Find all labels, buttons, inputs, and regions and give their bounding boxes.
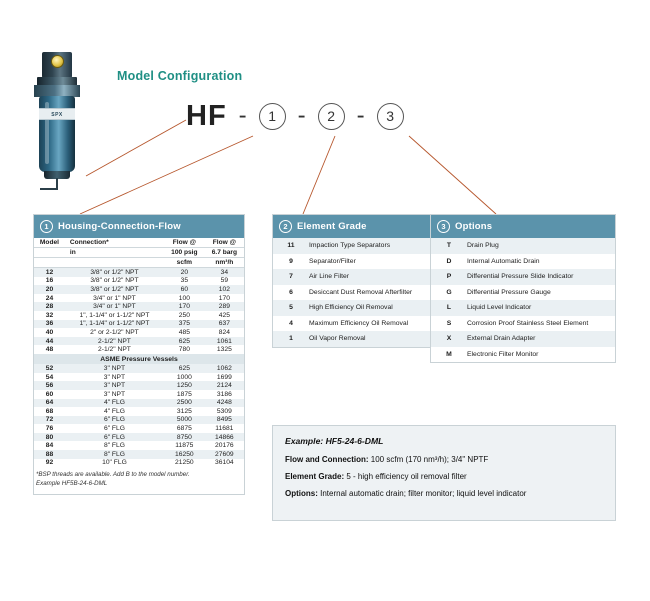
list-item-code: G xyxy=(446,288,452,296)
cell-model: 68 xyxy=(45,407,54,415)
example-title: Example: HF5-24-6-DML xyxy=(285,436,384,446)
panel-housing-header xyxy=(34,215,244,238)
cell-model: 80 xyxy=(45,433,54,441)
list-item xyxy=(273,300,430,316)
list-item-code: 1 xyxy=(289,335,293,343)
cell-connection: 3/4" or 1" NPT xyxy=(93,303,136,311)
panel-options-header xyxy=(431,215,615,238)
formula-dash-2: - xyxy=(297,102,306,129)
cell-flow-psig: 5000 xyxy=(176,416,192,424)
list-item xyxy=(273,285,430,301)
cell-model: 72 xyxy=(45,416,54,424)
cell-flow-barg: 3186 xyxy=(216,390,232,398)
table-row xyxy=(34,459,244,468)
cell-flow-barg: 1062 xyxy=(216,364,232,372)
cell-flow-psig: 16250 xyxy=(175,450,194,458)
model-formula xyxy=(186,96,404,136)
cell-model: 16 xyxy=(45,277,54,285)
list-item-code: 7 xyxy=(289,273,293,281)
cell-flow-psig: 250 xyxy=(178,311,190,319)
cell-connection: 2" or 2-1/2" NPT xyxy=(90,328,139,336)
cell-model: 52 xyxy=(45,364,54,372)
section-label: ASME Pressure Vessels xyxy=(34,354,244,364)
panel-element-number: 2 xyxy=(279,220,292,233)
housing-brand-label: SPX xyxy=(39,108,75,120)
cell-flow-psig: 1250 xyxy=(176,382,192,390)
cell-flow-psig: 1000 xyxy=(176,373,192,381)
table-row xyxy=(34,433,244,442)
list-item xyxy=(273,238,430,254)
table-row xyxy=(34,407,244,416)
cell-connection: 3" NPT xyxy=(103,364,126,372)
cell-connection: 3/8" or 1/2" NPT xyxy=(90,277,139,285)
list-item-label: Drain Plug xyxy=(467,242,499,250)
list-item-code: P xyxy=(446,273,452,281)
cell-flow-barg: 20176 xyxy=(215,442,234,450)
cell-connection: 3" NPT xyxy=(103,390,126,398)
table-header-row xyxy=(34,238,244,248)
formula-token-2: 2 xyxy=(318,103,345,130)
cell-connection: 10" FLG xyxy=(102,459,127,467)
cell-flow-barg: 637 xyxy=(218,320,230,328)
col-flow-psig-unit2: scfm xyxy=(164,258,205,268)
cell-flow-psig: 21250 xyxy=(175,459,194,467)
cell-flow-psig: 625 xyxy=(178,337,190,345)
cell-flow-barg: 11681 xyxy=(215,425,234,433)
cell-flow-psig: 485 xyxy=(178,328,190,336)
cell-model: 88 xyxy=(45,450,54,458)
example-line-value: Internal automatic drain; filter monitor; liquid level indicator xyxy=(317,488,527,498)
table-row xyxy=(34,345,244,354)
table-row xyxy=(34,320,244,329)
list-item-label: Internal Automatic Drain xyxy=(467,257,540,265)
table-row xyxy=(34,424,244,433)
list-item-code: D xyxy=(446,257,452,265)
panel-element-title: Element Grade xyxy=(297,221,367,232)
cell-connection: 3/4" or 1" NPT xyxy=(93,294,136,302)
list-item xyxy=(431,316,615,332)
list-item-code: M xyxy=(446,350,452,358)
table-subheader-row xyxy=(34,248,244,258)
list-item xyxy=(431,300,615,316)
cell-flow-psig: 170 xyxy=(178,303,190,311)
cell-model: 84 xyxy=(45,442,54,450)
cell-flow-barg: 1699 xyxy=(216,373,232,381)
list-item-code: 4 xyxy=(289,319,293,327)
panel-element-grade xyxy=(272,214,431,348)
table-row xyxy=(34,373,244,382)
example-line xyxy=(285,489,603,500)
example-lines xyxy=(285,455,603,499)
example-line xyxy=(285,472,603,483)
cell-flow-barg: 1325 xyxy=(216,346,232,354)
list-item-code: L xyxy=(446,304,452,312)
list-item-label: Desiccant Dust Removal Afterfilter xyxy=(309,288,413,296)
example-line-label: Flow and Connection: xyxy=(285,455,369,464)
cell-flow-barg: 34 xyxy=(220,268,229,276)
drain-tube xyxy=(56,178,58,190)
col-model: Model xyxy=(34,238,65,248)
cell-flow-barg: 170 xyxy=(218,294,230,302)
cell-connection: 8" FLG xyxy=(103,450,125,458)
cell-model: 48 xyxy=(45,346,54,354)
page-title: Model Configuration xyxy=(117,69,243,83)
table-row xyxy=(34,285,244,294)
example-line xyxy=(285,455,603,466)
formula-dash-1: - xyxy=(238,102,247,129)
cell-flow-psig: 625 xyxy=(178,364,190,372)
list-item-code: 5 xyxy=(289,304,293,312)
cell-connection: 6" FLG xyxy=(103,433,125,441)
cell-flow-barg: 425 xyxy=(218,311,230,319)
list-item xyxy=(273,316,430,332)
cell-connection: 3/8" or 1/2" NPT xyxy=(90,268,139,276)
list-item-code: 6 xyxy=(289,288,293,296)
cell-model: 76 xyxy=(45,425,54,433)
list-item-label: Differential Pressure Slide Indicator xyxy=(467,273,574,281)
cell-flow-psig: 375 xyxy=(178,320,190,328)
table-row xyxy=(34,302,244,311)
col-model-unit2 xyxy=(34,258,65,268)
col-flow-psig-unit: 100 psig xyxy=(164,248,205,258)
product-image xyxy=(30,52,86,187)
panel-housing-title: Housing-Connection-Flow xyxy=(58,221,181,232)
table-row xyxy=(34,277,244,286)
cell-connection: 8" FLG xyxy=(103,442,125,450)
list-item-code: T xyxy=(446,242,452,250)
list-item-code: 11 xyxy=(287,242,295,250)
table-row xyxy=(34,441,244,450)
cell-flow-psig: 11875 xyxy=(175,442,194,450)
cell-flow-barg: 36104 xyxy=(215,459,234,467)
cell-model: 32 xyxy=(45,311,54,319)
cell-flow-barg: 102 xyxy=(218,285,230,293)
cell-connection: 2-1/2" NPT xyxy=(98,346,131,354)
cell-flow-barg: 824 xyxy=(218,328,230,336)
list-item-label: Corrosion Proof Stainless Steel Element xyxy=(467,319,589,327)
list-item-code: 9 xyxy=(289,257,293,265)
list-item-label: Differential Pressure Gauge xyxy=(467,288,551,296)
col-connection-unit: in xyxy=(65,248,164,258)
list-item-label: High Efficiency Oil Removal xyxy=(309,304,393,312)
list-item-label: Oil Vapor Removal xyxy=(309,335,366,343)
col-flow-barg: Flow @ xyxy=(205,238,244,248)
example-line-label: Element Grade: xyxy=(285,471,345,481)
col-flow-barg-unit: 6.7 barg xyxy=(205,248,244,258)
cell-connection: 6" FLG xyxy=(103,416,125,424)
cell-model: 12 xyxy=(45,268,54,276)
element-grade-list xyxy=(273,238,430,347)
panel-options-title: Options xyxy=(455,221,493,232)
list-item xyxy=(273,269,430,285)
table-row xyxy=(34,450,244,459)
table-row xyxy=(34,381,244,390)
col-connection: Connection* xyxy=(65,238,164,248)
cell-connection: 1", 1-1/4" or 1-1/2" NPT xyxy=(79,320,150,328)
table-row xyxy=(34,311,244,320)
list-item xyxy=(431,347,615,363)
formula-token-3: 3 xyxy=(377,103,404,130)
table-row xyxy=(34,328,244,337)
list-item xyxy=(431,331,615,347)
cell-flow-psig: 2500 xyxy=(176,399,192,407)
example-line-label: Options: xyxy=(285,488,318,498)
cell-flow-barg: 8495 xyxy=(216,416,232,424)
list-item-label: Air Line Filter xyxy=(309,273,350,281)
cell-connection: 3" NPT xyxy=(103,373,126,381)
list-item xyxy=(273,254,430,270)
table-section-header xyxy=(34,354,244,364)
panel-housing-connection-flow xyxy=(33,214,245,495)
cell-flow-psig: 1875 xyxy=(176,390,192,398)
cell-flow-barg: 4248 xyxy=(216,399,232,407)
list-item-label: Maximum Efficiency Oil Removal xyxy=(309,319,409,327)
table-row xyxy=(34,364,244,373)
cell-flow-barg: 27609 xyxy=(215,450,234,458)
cell-model: 20 xyxy=(45,285,54,293)
list-item xyxy=(431,269,615,285)
list-item-label: Separator/Filter xyxy=(309,257,356,265)
cell-flow-psig: 6875 xyxy=(176,425,192,433)
list-item-label: Electronic Filter Monitor xyxy=(467,350,539,358)
cell-connection: 4" FLG xyxy=(103,407,125,415)
cell-flow-psig: 100 xyxy=(178,294,190,302)
list-item-label: External Drain Adapter xyxy=(467,335,536,343)
table-row xyxy=(34,268,244,277)
list-item-code: X xyxy=(446,335,452,343)
cell-model: 44 xyxy=(45,337,54,345)
pressure-gauge-icon xyxy=(51,55,64,68)
cell-connection: 3" NPT xyxy=(103,382,126,390)
cell-connection: 3/8" or 1/2" NPT xyxy=(90,285,139,293)
cell-flow-barg: 1061 xyxy=(216,337,232,345)
cell-flow-psig: 8750 xyxy=(176,433,192,441)
col-model-unit xyxy=(34,248,65,258)
example-box xyxy=(272,425,616,521)
cell-model: 56 xyxy=(45,382,54,390)
example-line-value: 100 scfm (170 nm³/h); 3/4" NPTF xyxy=(368,455,489,464)
cell-model: 54 xyxy=(45,373,54,381)
cell-connection: 1", 1-1/4" or 1-1/2" NPT xyxy=(79,311,150,319)
list-item xyxy=(431,254,615,270)
col-connection-unit2 xyxy=(65,258,164,268)
housing-footnote: *BSP threads are available. Add B to the model number. Example HF5B-24-6-DML xyxy=(36,471,190,488)
cell-flow-psig: 3125 xyxy=(176,407,192,415)
table-row xyxy=(34,294,244,303)
list-item-label: Impaction Type Separators xyxy=(309,242,391,250)
list-item-code: S xyxy=(446,319,452,327)
cell-flow-barg: 289 xyxy=(218,303,230,311)
formula-dash-3: - xyxy=(356,102,365,129)
example-line-value: 5 - high efficiency oil removal filter xyxy=(344,471,467,481)
cell-model: 40 xyxy=(45,328,54,336)
table-subheader-row-2 xyxy=(34,258,244,268)
table-row xyxy=(34,337,244,346)
col-flow-barg-unit2: nm³/h xyxy=(205,258,244,268)
cell-flow-psig: 780 xyxy=(178,346,190,354)
list-item xyxy=(431,238,615,254)
cell-model: 28 xyxy=(45,303,54,311)
table-row xyxy=(34,416,244,425)
housing-table xyxy=(34,238,244,467)
formula-prefix: HF xyxy=(186,99,227,132)
cell-flow-barg: 2124 xyxy=(216,382,232,390)
cell-model: 92 xyxy=(45,459,54,467)
col-flow-psig: Flow @ xyxy=(164,238,205,248)
panel-element-header xyxy=(273,215,430,238)
cell-flow-barg: 14866 xyxy=(215,433,234,441)
panel-options-number: 3 xyxy=(437,220,450,233)
cell-flow-barg: 5309 xyxy=(216,407,232,415)
cell-flow-psig: 60 xyxy=(180,285,189,293)
cell-flow-barg: 59 xyxy=(220,277,229,285)
list-item xyxy=(431,285,615,301)
cell-model: 24 xyxy=(45,294,54,302)
cell-connection: 4" FLG xyxy=(103,399,125,407)
cell-connection: 2-1/2" NPT xyxy=(98,337,131,345)
table-row xyxy=(34,399,244,408)
formula-token-1: 1 xyxy=(259,103,286,130)
panel-housing-number: 1 xyxy=(40,220,53,233)
cell-model: 60 xyxy=(45,390,54,398)
cell-model: 36 xyxy=(45,320,54,328)
table-row xyxy=(34,390,244,399)
options-list xyxy=(431,238,615,362)
cell-model: 64 xyxy=(45,399,54,407)
cell-flow-psig: 35 xyxy=(180,277,189,285)
list-item-label: Liquid Level Indicator xyxy=(467,304,532,312)
panel-options xyxy=(430,214,616,363)
cell-flow-psig: 20 xyxy=(180,268,189,276)
list-item xyxy=(273,331,430,347)
cell-connection: 6" FLG xyxy=(103,425,125,433)
